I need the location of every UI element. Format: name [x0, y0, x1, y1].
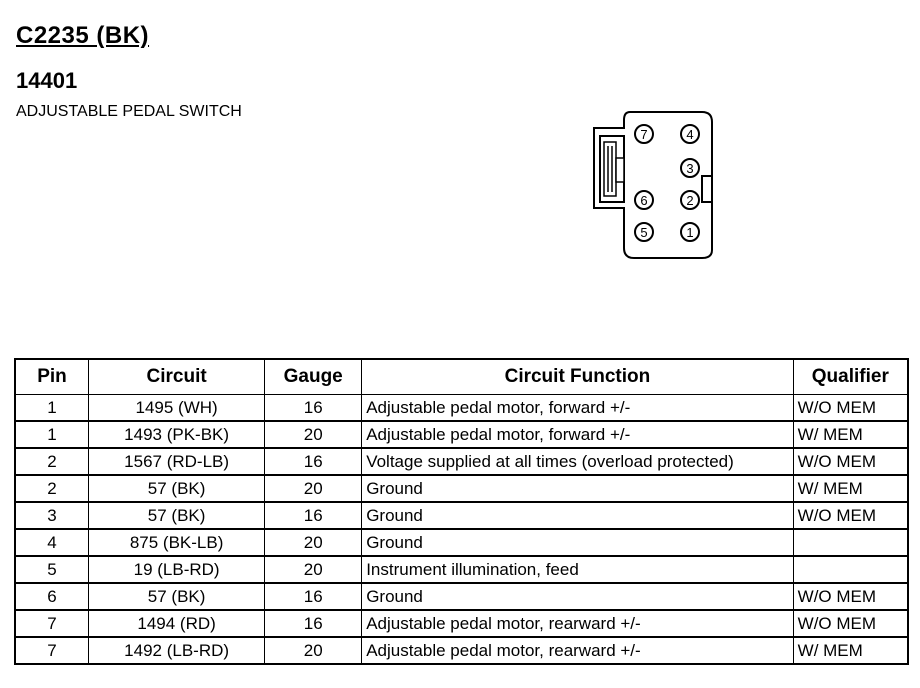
cell-qualifier: W/ MEM — [793, 475, 908, 502]
cell-gauge: 16 — [265, 502, 362, 529]
cell-qualifier: W/O MEM — [793, 583, 908, 610]
connector-face-diagram — [590, 108, 720, 260]
cell-circuit: 1494 (RD) — [89, 610, 265, 637]
pin-cavity-5 — [635, 223, 653, 241]
table-row — [15, 475, 908, 502]
cell-circuit: 1495 (WH) — [89, 395, 265, 422]
cell-qualifier: W/O MEM — [793, 502, 908, 529]
table-row — [15, 556, 908, 583]
cell-function: Instrument illumination, feed — [362, 556, 793, 583]
component-name: ADJUSTABLE PEDAL SWITCH — [16, 103, 242, 120]
cell-pin: 3 — [15, 502, 89, 529]
cell-circuit: 875 (BK-LB) — [89, 529, 265, 556]
table-row — [15, 637, 908, 664]
cell-pin: 2 — [15, 475, 89, 502]
column-header-gauge: Gauge — [265, 359, 362, 395]
cell-function: Adjustable pedal motor, rearward +/- — [362, 610, 793, 637]
cell-qualifier — [793, 556, 908, 583]
pin-cavity-6 — [635, 191, 653, 209]
pin-cavity-4 — [681, 125, 699, 143]
pin-cavity-3 — [681, 159, 699, 177]
cell-gauge: 16 — [265, 610, 362, 637]
cell-function: Adjustable pedal motor, forward +/- — [362, 421, 793, 448]
cell-pin: 1 — [15, 395, 89, 422]
component-id: 14401 — [16, 68, 78, 93]
cell-function: Adjustable pedal motor, rearward +/- — [362, 637, 793, 664]
table-row — [15, 421, 908, 448]
cell-circuit: 1492 (LB-RD) — [89, 637, 265, 664]
cell-function: Ground — [362, 583, 793, 610]
table-row — [15, 448, 908, 475]
connector-key-tab — [702, 176, 712, 202]
cell-circuit: 1567 (RD-LB) — [89, 448, 265, 475]
cell-pin: 7 — [15, 637, 89, 664]
column-header-pin: Pin — [15, 359, 89, 395]
column-header-qualifier: Qualifier — [793, 359, 908, 395]
cell-function: Voltage supplied at all times (overload protected) — [362, 448, 793, 475]
table-row — [15, 529, 908, 556]
pin-label-7: 7 — [640, 127, 648, 142]
table-row — [15, 583, 908, 610]
pin-table — [14, 358, 909, 665]
cell-qualifier: W/ MEM — [793, 637, 908, 664]
cell-gauge: 20 — [265, 529, 362, 556]
cell-qualifier: W/O MEM — [793, 448, 908, 475]
connector-id-title: C2235 (BK) — [16, 22, 150, 49]
pin-cavity-2 — [681, 191, 699, 209]
cell-gauge: 20 — [265, 421, 362, 448]
pin-label-4: 4 — [686, 127, 694, 142]
cell-qualifier: W/ MEM — [793, 421, 908, 448]
pin-label-1: 1 — [686, 225, 694, 240]
table-row — [15, 502, 908, 529]
cell-function: Ground — [362, 529, 793, 556]
cell-circuit: 57 (BK) — [89, 583, 265, 610]
pin-label-5: 5 — [640, 225, 648, 240]
cell-pin: 7 — [15, 610, 89, 637]
cell-pin: 1 — [15, 421, 89, 448]
cell-pin: 4 — [15, 529, 89, 556]
pin-label-6: 6 — [640, 193, 648, 208]
cell-circuit: 19 (LB-RD) — [89, 556, 265, 583]
cell-pin: 5 — [15, 556, 89, 583]
cell-gauge: 16 — [265, 395, 362, 422]
cell-function: Ground — [362, 475, 793, 502]
cell-qualifier: W/O MEM — [793, 395, 908, 422]
column-header-circuit: Circuit — [89, 359, 265, 395]
table-header-row — [15, 359, 908, 395]
cell-gauge: 16 — [265, 583, 362, 610]
cell-pin: 2 — [15, 448, 89, 475]
cell-function: Ground — [362, 502, 793, 529]
cell-circuit: 1493 (PK-BK) — [89, 421, 265, 448]
pin-cavity-1 — [681, 223, 699, 241]
table-row — [15, 610, 908, 637]
cell-qualifier — [793, 529, 908, 556]
pin-cavity-7 — [635, 125, 653, 143]
cell-circuit: 57 (BK) — [89, 502, 265, 529]
cell-qualifier: W/O MEM — [793, 610, 908, 637]
cell-gauge: 20 — [265, 637, 362, 664]
cell-gauge: 20 — [265, 475, 362, 502]
pin-label-3: 3 — [686, 161, 694, 176]
pin-label-2: 2 — [686, 193, 694, 208]
cell-function: Adjustable pedal motor, forward +/- — [362, 395, 793, 422]
column-header-circuit-function: Circuit Function — [362, 359, 793, 395]
table-row — [15, 395, 908, 422]
cell-circuit: 57 (BK) — [89, 475, 265, 502]
cell-gauge: 20 — [265, 556, 362, 583]
cell-gauge: 16 — [265, 448, 362, 475]
cell-pin: 6 — [15, 583, 89, 610]
